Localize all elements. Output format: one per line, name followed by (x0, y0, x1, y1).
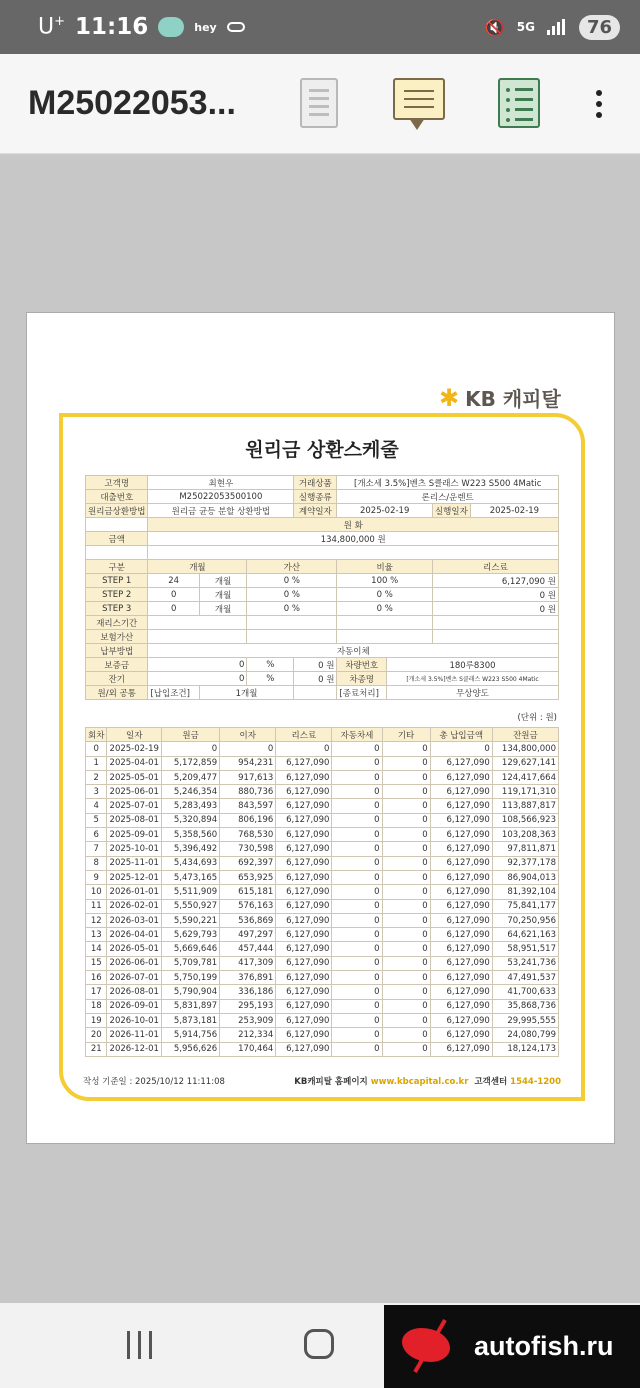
hey-notification: hey (194, 20, 217, 34)
step-row: STEP 3 0 개월 0 % 0 % 0 원 (86, 602, 559, 616)
table-row: 2 2025-05-01 5,209,477 917,613 6,127,090 0 0 6,127,090 124,417,664 (86, 770, 559, 784)
table-row: 16 2026-07-01 5,750,199 376,891 6,127,090 0 0 6,127,090 47,491,537 (86, 971, 559, 985)
voicemail-icon (227, 22, 245, 32)
loan-number: M25022053500100 (148, 490, 294, 504)
table-row: 6 2025-09-01 5,358,560 768,530 6,127,090 0 0 6,127,090 103,208,363 (86, 828, 559, 842)
homepage-link[interactable]: www.kbcapital.co.kr (370, 1077, 469, 1087)
table-row: 10 2026-01-01 5,511,909 615,181 6,127,090 0 0 6,127,090 81,392,104 (86, 885, 559, 899)
table-row: 1 2025-04-01 5,172,859 954,231 6,127,090 0 0 6,127,090 129,627,141 (86, 756, 559, 770)
created-date: 작성 기준일 : 2025/10/12 11:11:08 (83, 1077, 225, 1087)
step-row: STEP 2 0 개월 0 % 0 % 0 원 (86, 588, 559, 602)
home-icon[interactable] (304, 1329, 334, 1359)
table-row: 5 2025-08-01 5,320,894 806,196 6,127,090 0 0 6,127,090 108,566,923 (86, 813, 559, 827)
more-vert-icon[interactable] (596, 90, 604, 123)
network-type: 5G (516, 20, 535, 34)
table-row: 11 2026-02-01 5,550,927 576,163 6,127,090 0 0 6,127,090 75,841,177 (86, 899, 559, 913)
table-row: 3 2025-06-01 5,246,354 880,736 6,127,090 0 0 6,127,090 119,171,310 (86, 785, 559, 799)
table-row: 9 2025-12-01 5,473,165 653,925 6,127,090 0 0 6,127,090 86,904,013 (86, 870, 559, 884)
customer-name: 최현우 (148, 476, 294, 490)
carrier: U+ (38, 14, 66, 40)
app-bar (0, 54, 640, 154)
sheet-title: 원리금 상환스케줄 (245, 439, 399, 461)
footer-contact: KB캐피탈 홈페이지 www.kbcapital.co.kr 고객센터 1544-1200 (294, 1077, 561, 1087)
table-row: 4 2025-07-01 5,283,493 843,597 6,127,090 0 0 6,127,090 113,887,817 (86, 799, 559, 813)
kb-capital-logo: ✱ KB 캐피탈 (439, 383, 561, 412)
document-page (26, 312, 615, 1144)
watermark: autofish.ru (384, 1305, 640, 1388)
table-row: 17 2026-08-01 5,790,904 336,186 6,127,090 0 0 6,127,090 41,700,633 (86, 985, 559, 999)
table-row: 8 2025-11-01 5,434,693 692,397 6,127,090 0 0 6,127,090 92,377,178 (86, 856, 559, 870)
contract-info-table: 고객명 최현우 거래상품 [개소세 3.5%]벤츠 S클래스 W223 S500 4Matic 대출번호 M25022053500100 실행종류 론리스/운렌트 원리금상환방법 원리금 균등 분할 상환방법 계약일자 2025-02-19 실행일자 2025-02-19 원 화 금액 134,800,000 원 구분 개월 가산 비율 리스료 STEP 1 24 개월 0 % 100 % 6,127,090 원 STEP 2 0 개월 0 % 0 % 0 원 STEP 3 0 개월 0 % 0 % 0 원 재리스기간 보험가산 납부방법 자동이체 보증금 0 % 0 원 차량번호 180루8300 잔기 0 % 0 원 차종명 [개소세 3.5%]벤츠 S클래스 W223 S500 4Matic 원/외 공통 [납입조건] 1개월 [종료처리] 무상양도 (85, 475, 559, 700)
status-time: 11:16 (75, 14, 149, 40)
table-row: 14 2026-05-01 5,669,646 457,444 6,127,090 0 0 6,127,090 58,951,517 (86, 942, 559, 956)
comment-icon[interactable] (393, 78, 445, 120)
document-icon[interactable] (300, 78, 338, 128)
schedule-frame (59, 413, 585, 1101)
mute-icon: 🔇 (484, 17, 505, 37)
table-row: 0 2025-02-19 0 0 0 0 0 0 134,800,000 (86, 742, 559, 756)
app-notification-icon (158, 17, 184, 37)
step-row: STEP 1 24 개월 0 % 100 % 6,127,090 원 (86, 574, 559, 588)
document-title: M25022053... (28, 84, 236, 122)
table-row: 13 2026-04-01 5,629,793 497,297 6,127,090 0 0 6,127,090 64,621,163 (86, 928, 559, 942)
customer-center-phone: 1544-1200 (510, 1077, 561, 1087)
table-row: 20 2026-11-01 5,914,756 212,334 6,127,090 0 0 6,127,090 24,080,799 (86, 1028, 559, 1042)
battery-level: 76 (579, 15, 620, 40)
recent-apps-icon[interactable] (127, 1331, 153, 1359)
table-row: 19 2026-10-01 5,873,181 253,909 6,127,090 0 0 6,127,090 29,995,555 (86, 1013, 559, 1027)
document-viewer[interactable] (0, 155, 640, 1303)
list-icon[interactable] (498, 78, 540, 128)
table-row: 18 2026-09-01 5,831,897 295,193 6,127,090 0 0 6,127,090 35,868,736 (86, 999, 559, 1013)
table-row: 21 2026-12-01 5,956,626 170,464 6,127,090 0 0 6,127,090 18,124,173 (86, 1042, 559, 1056)
table-row: 7 2025-10-01 5,396,492 730,598 6,127,090 0 0 6,127,090 97,811,871 (86, 842, 559, 856)
fish-logo-icon (392, 1312, 462, 1382)
repayment-schedule-table: 회차 일자 원금 이자 리스료 자동차세 기타 총 납입금액 잔원금 0 2025-02-19 0 0 0 0 0 0 134,800,000 1 2025-04-01 5,172,859 954,231 6,127,090 0 0 6,127,090 129,627,141 2 2025-05-01 5,209,477 917,613 6,127,090 0 0 6,127,090 124,417,664 3 2025-06-01 5,246,354 880,736 6,127,090 0 0 6,127,090 119,171,310 4 2025-07-01 5,283,493 843,597 6,127,090 0 0 6,127,090 113,887,817 5 2025-08-01 5,320,894 806,196 6,127,090 0 0 6,127,090 108,566,923 6 2025-09-01 5,358,560 768,530 6,127,090 0 0 6,127,090 103,208,363 7 2025-10-01 5,396,492 730,598 6,127,090 0 0 6,127,090 97,811,871 8 2025-11-01 5,434,693 692,397 6,127,090 0 0 6,127,090 92,377,178 9 2025-12-01 5,473,165 653,925 6,127,090 0 0 6,127,090 86,904,013 10 2026-01-01 5,511,909 615,181 6,127,090 0 0 6,127,090 81,392,104 11 2026-02-01 5,550,927 576,163 6,127,090 0 0 6,127,090 75,841,177 12 2026-03-01 5,590,221 536,869 6,127,090 0 0 6,127,090 70,250,956 13 2026-04-01 5,629,793 497,297 6,127,090 0 0 6,127,090 64,621,163 14 2026-05-01 5,669,646 457,444 6,127,090 0 0 6,127,090 58,951,517 15 2026-06-01 5,709,781 417,309 6,127,090 0 0 6,127,090 53,241,736 16 2026-07-01 5,750,199 376,891 6,127,090 0 0 6,127,090 47,491,537 17 2026-08-01 5,790,904 336,186 6,127,090 0 0 6,127,090 41,700,633 18 2026-09-01 5,831,897 295,193 6,127,090 0 0 6,127,090 35,868,736 19 2026-10-01 5,873,181 253,909 6,127,090 0 0 6,127,090 29,995,555 20 2026-11-01 5,914,756 212,334 6,127,090 0 0 6,127,090 24,080,799 21 2026-12-01 5,956,626 170,464 6,127,090 0 0 6,127,090 18,124,173 (85, 727, 559, 1057)
unit-note: (단위 : 원) (517, 713, 557, 723)
signal-icon (547, 19, 567, 35)
table-row: 15 2026-06-01 5,709,781 417,309 6,127,090 0 0 6,127,090 53,241,736 (86, 956, 559, 970)
status-bar (0, 0, 640, 54)
table-row: 12 2026-03-01 5,590,221 536,869 6,127,090 0 0 6,127,090 70,250,956 (86, 913, 559, 927)
loan-amount: 134,800,000 원 (148, 532, 559, 546)
product-name: [개소세 3.5%]벤츠 S클래스 W223 S500 4Matic (337, 476, 559, 490)
kb-star-icon: ✱ (439, 383, 460, 412)
